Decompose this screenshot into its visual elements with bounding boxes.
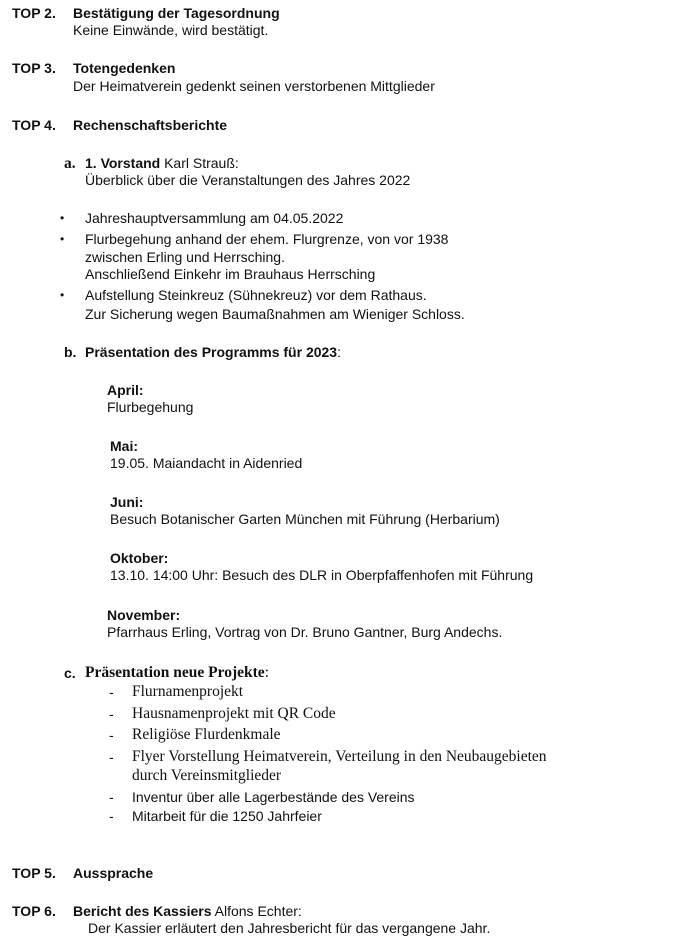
section-b-heading	[85, 344, 341, 361]
month-text: 13.10. 14:00 Uhr: Besuch des DLR in Oberpfaffenhofen mit Führung	[110, 567, 534, 583]
bullet-text: Jahreshauptversammlung am 04.05.2022	[85, 210, 344, 226]
bullet-text: zwischen Erling und Herrsching.	[85, 249, 285, 265]
project-text: Flyer Vorstellung Heimatverein, Verteilung in den Neubaugebieten	[132, 748, 547, 765]
section-a-title: 1. Vorstand	[85, 155, 161, 171]
dash-icon: -	[109, 808, 114, 824]
section-c-marker: c.	[64, 665, 76, 681]
top6-number: TOP 6.	[12, 903, 56, 919]
month-name: April:	[107, 382, 144, 398]
top5-number: TOP 5.	[12, 865, 56, 881]
project-text: Hausnamenprojekt mit QR Code	[132, 705, 336, 722]
month-name: Mai:	[110, 438, 138, 454]
dash-icon: -	[109, 727, 114, 743]
section-c-colon: :	[264, 664, 269, 681]
dash-icon: -	[109, 749, 114, 765]
bullet-text: Anschließend Einkehr im Brauhaus Herrsching	[85, 266, 376, 282]
bullet-text: Zur Sicherung wegen Baumaßnahmen am Wieniger Schloss.	[85, 306, 465, 322]
top5-title: Aussprache	[73, 865, 154, 881]
dash-icon: -	[109, 706, 114, 722]
bullet-text: Flurbegehung anhand der ehem. Flurgrenze, von vor 1938	[85, 231, 449, 247]
section-c-title: Präsentation neue Projekte	[85, 664, 265, 681]
project-text: durch Vereinsmitglieder	[132, 767, 282, 784]
top2-number: TOP 2.	[12, 5, 56, 21]
bullet-text: Aufstellung Steinkreuz (Sühnekreuz) vor dem Rathaus.	[85, 287, 427, 303]
section-a-text: Überblick über die Veranstaltungen des Jahres 2022	[85, 172, 411, 188]
top4-title: Rechenschaftsberichte	[73, 117, 228, 133]
month-text: Besuch Botanischer Garten München mit Führung (Herbarium)	[110, 511, 500, 527]
section-a-name: Karl Strauß:	[160, 155, 239, 171]
month-name: Oktober:	[110, 550, 169, 566]
section-a-marker: a.	[64, 155, 76, 172]
month-name: Juni:	[110, 494, 144, 510]
project-text: Inventur über alle Lagerbestände des Vereins	[132, 789, 415, 805]
top3-number: TOP 3.	[12, 60, 56, 76]
top2-title: Bestätigung der Tagesordnung	[73, 5, 280, 21]
top3-title: Totengedenken	[73, 60, 176, 76]
top6-text: Der Kassier erläutert den Jahresbericht für das vergangene Jahr.	[88, 920, 491, 936]
top2-text: Keine Einwände, wird bestätigt.	[73, 22, 269, 38]
month-name: November:	[107, 607, 181, 623]
section-a-heading	[85, 155, 239, 172]
project-text: Mitarbeit für die 1250 Jahrfeier	[132, 808, 322, 824]
section-b-marker: b.	[64, 344, 77, 360]
month-text: Pfarrhaus Erling, Vortrag von Dr. Bruno Gantner, Burg Andechs.	[107, 624, 503, 640]
top6-heading	[73, 903, 302, 920]
section-b-title: Präsentation des Programms für 2023	[85, 344, 338, 360]
month-text: Flurbegehung	[107, 399, 194, 415]
dash-icon: -	[109, 789, 114, 805]
project-text: Flurnamenprojekt	[132, 683, 244, 700]
bullet-icon: •	[60, 288, 65, 302]
month-text: 19.05. Maiandacht in Aidenried	[110, 455, 303, 471]
top6-title: Bericht des Kassiers	[73, 903, 212, 919]
bullet-icon: •	[60, 211, 65, 225]
project-text: Religiöse Flurdenkmale	[132, 726, 281, 743]
section-b-colon: :	[337, 344, 341, 360]
top4-number: TOP 4.	[12, 117, 56, 133]
top3-text: Der Heimatverein gedenkt seinen verstorbenen Mittglieder	[73, 78, 435, 94]
top6-name: Alfons Echter:	[211, 903, 302, 919]
bullet-icon: •	[60, 232, 65, 246]
dash-icon: -	[109, 684, 114, 700]
section-c-heading	[85, 664, 269, 682]
